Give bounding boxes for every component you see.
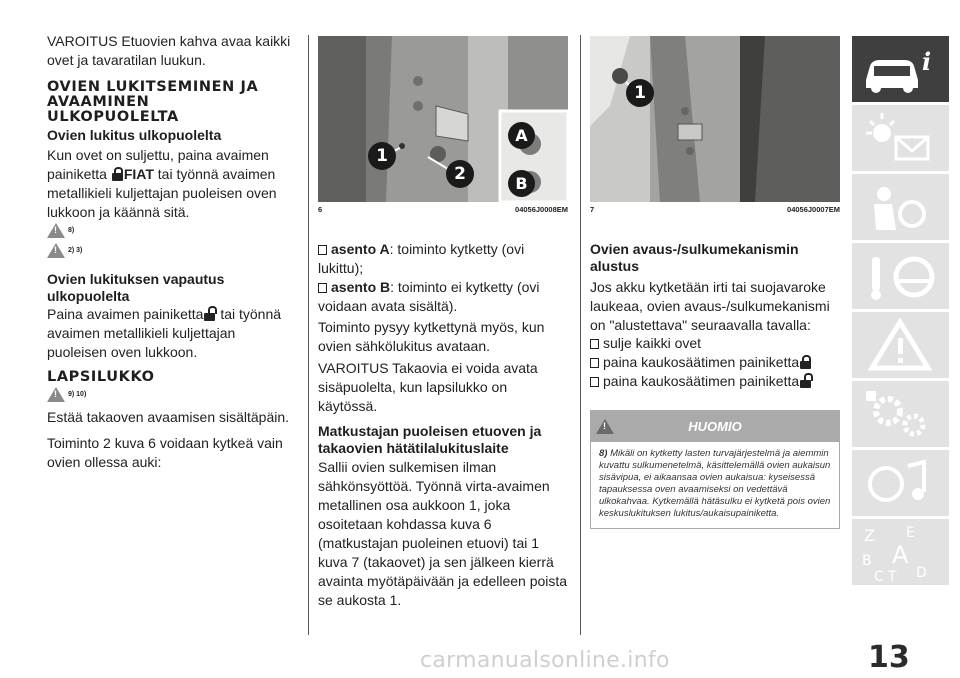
- figure-6-label-1: 1: [368, 142, 396, 170]
- paragraph-unlock-outside: [47, 305, 297, 362]
- tab-starting-driving[interactable]: [852, 243, 949, 309]
- watermark: carmanualsonline.info: [420, 648, 670, 673]
- rear-door-lock-illustration: [590, 36, 840, 202]
- section-title-line3: ULKOPUOLELTA: [47, 109, 179, 125]
- option-text: : toiminto ei kytketty (ovi voidaan avata sisältä).: [318, 279, 540, 314]
- subheading-unlock-outside: [47, 271, 224, 305]
- warning-ref-text: 2) 3): [68, 246, 83, 254]
- figure-6-photo: [318, 36, 568, 202]
- subheading-line: Ovien avaus-/sulkumekanismin: [590, 241, 799, 257]
- huomio-header: [590, 410, 840, 442]
- section-title-locking: [47, 80, 258, 125]
- step-text: paina kaukosäätimen painiketta: [603, 354, 800, 370]
- checkbox-bullet: [590, 339, 599, 349]
- warning-ref-2: [47, 242, 82, 258]
- text-part: tai työnnä avaimen metallikieli kuljettajan puoleisen oven lukkoon.: [47, 306, 282, 360]
- svg-text:D: D: [916, 565, 927, 581]
- tab-multimedia[interactable]: [852, 450, 949, 516]
- figure-7-caption: [590, 205, 840, 214]
- warning-triangle-icon: [47, 387, 65, 402]
- text-part: tai työnnä avaimen metallikieli kuljettajan puoleisen oven lukkoon ja käännä sitä.: [47, 166, 277, 220]
- huomio-box: [590, 400, 840, 529]
- section-title-child-lock: LAPSILUKKO: [47, 369, 155, 385]
- section-title-line2: AVAAMINEN: [47, 94, 150, 110]
- step-press-lock: [590, 353, 842, 372]
- step-close-doors: [590, 334, 840, 353]
- svg-text:A: A: [892, 541, 909, 569]
- subheading-line: alustus: [590, 258, 640, 274]
- huomio-text: Mikäli on kytketty lasten turvajärjestelmä ja aiemmin kuvattu sulkumenetelmä, käsittelemällä ovien aukaisun sisävipua, ei aikaansaa ovien aukaisua: kyseisessä tapauksessa oven avaamiseksi on vedettävä ulkokahvaa. Kytkemällä hätäsulku ei kytketä pois ovien keskuslukituksen lukitus/aukaisupainiketta.: [599, 448, 831, 519]
- paragraph-reset: Jos akku kytketään irti tai suojavaroke laukeaa, ovien avaus-/sulkumekanismi on "alustettava" seuraavalla tavalla:: [590, 279, 830, 333]
- option-position-a: [318, 240, 568, 278]
- svg-text:Z: Z: [864, 526, 875, 545]
- tab-warning-lights[interactable]: [852, 105, 949, 171]
- warning-ref-1: [47, 222, 74, 238]
- car-info-icon: [852, 36, 949, 102]
- figure-code: 04056J0008EM: [515, 205, 568, 214]
- warning-ref-text: 9) 10): [68, 390, 87, 398]
- tab-car-info[interactable]: [852, 36, 949, 102]
- option-key: asento A: [331, 241, 390, 257]
- checkbox-bullet: [590, 358, 599, 368]
- tab-safety[interactable]: [852, 174, 949, 240]
- lock-icon: [800, 355, 811, 369]
- paragraph-child-lock-2: Toiminto 2 kuva 6 voidaan kytkeä vain ovien ollessa auki:: [47, 435, 283, 470]
- option-text: : toiminto kytketty (ovi lukittu);: [318, 241, 525, 276]
- warning-triangle-icon: [852, 312, 949, 378]
- subheading-lock-outside: Ovien lukitus ulkopuolelta: [47, 127, 222, 143]
- chapter-sidebar: [852, 36, 949, 588]
- option-key: asento B: [331, 279, 391, 295]
- subheading-reset: [590, 241, 799, 275]
- index-letters-icon: [852, 519, 949, 585]
- tab-service[interactable]: [852, 381, 949, 447]
- column-divider: [308, 35, 309, 635]
- figure-7: [590, 36, 840, 214]
- multimedia-icon: [852, 450, 949, 516]
- figure-6-label-2: 2: [446, 160, 474, 188]
- page-number: 13: [868, 640, 910, 675]
- fiat-text: FIAT: [123, 166, 154, 182]
- svg-text:C: C: [874, 569, 884, 585]
- subheading-line: ulkopuolelta: [47, 288, 130, 304]
- warning-ref-text: 8): [68, 226, 75, 234]
- paragraph-electric-unlock: Toiminto pysyy kytkettynä myös, kun ovien sähkölukitus avataan.: [318, 319, 545, 354]
- figure-6: [318, 36, 568, 214]
- subheading-line: takaovien hätätilalukituslaite: [318, 440, 509, 456]
- subheading-line: Ovien lukituksen vapautus: [47, 271, 225, 287]
- svg-text:B: B: [862, 553, 872, 569]
- figure-6-caption: [318, 205, 568, 214]
- service-gears-icon: [852, 381, 949, 447]
- warning-triangle-icon: [47, 243, 65, 258]
- section-title-line1: OVIEN LUKITSEMINEN JA: [47, 79, 259, 95]
- figure-number: 7: [590, 205, 595, 214]
- lock-icon: [112, 167, 123, 181]
- checkbox-bullet: [590, 377, 599, 387]
- figure-6-label-a: A: [508, 122, 535, 149]
- subheading-emergency-lock: [318, 423, 541, 457]
- text-part: Kun ovet on suljettu, paina avaimen painiketta: [47, 147, 269, 182]
- figure-6-label-b: B: [508, 170, 535, 197]
- tab-index[interactable]: [852, 519, 949, 585]
- step-press-unlock: [590, 372, 842, 391]
- safety-airbag-icon: [852, 174, 949, 240]
- paragraph-emergency-lock: Sallii ovien sulkemisen ilman sähkönsyöttöä. Työnnä virta-avaimen metallinen osa aukkoon 1, joka osoitetaan kohdassa kuva 6 (matkustajan puoleinen etuovi) tai 1 kuva 7 (takaovet) ja sen jälkeen kierrä avainta myötäpäivään ja edelleen poista se aukosta 1.: [318, 459, 568, 608]
- subheading-line: Matkustajan puoleisen etuoven ja: [318, 423, 542, 439]
- figure-number: 6: [318, 205, 323, 214]
- huomio-ref: 8): [599, 448, 608, 459]
- svg-text:E: E: [906, 525, 915, 541]
- tab-emergency[interactable]: [852, 312, 949, 378]
- step-text: paina kaukosäätimen painiketta: [603, 373, 800, 389]
- warning-lights-icon: [852, 105, 949, 171]
- paragraph-rear-doors-warning: VAROITUS Takaovia ei voida avata sisäpuolelta, kun lapsilukko on käytössä.: [318, 360, 538, 414]
- paragraph-lock-outside: [47, 146, 295, 222]
- huomio-title: HUOMIO: [688, 419, 742, 434]
- option-position-b: [318, 278, 568, 316]
- key-steering-icon: [852, 243, 949, 309]
- figure-7-photo: [590, 36, 840, 202]
- svg-text:i: i: [922, 47, 932, 76]
- warning-ref-3: [47, 386, 86, 402]
- text-part: Paina avaimen painiketta: [47, 306, 204, 322]
- svg-text:T: T: [888, 569, 897, 585]
- unlock-icon: [204, 307, 215, 321]
- intro-warning: VAROITUS Etuovien kahva avaa kaikki ovet ja tavaratilan luukun.: [47, 33, 291, 68]
- warning-triangle-icon: [47, 223, 65, 238]
- figure-7-label-1: 1: [626, 79, 654, 107]
- checkbox-bullet: [318, 283, 327, 293]
- step-text: sulje kaikki ovet: [603, 335, 702, 351]
- unlock-icon: [800, 374, 811, 388]
- huomio-body: [590, 442, 840, 529]
- figure-code: 04056J0007EM: [787, 205, 840, 214]
- checkbox-bullet: [318, 245, 327, 255]
- column-divider: [580, 35, 581, 635]
- paragraph-child-lock: Estää takaoven avaamisen sisältäpäin.: [47, 409, 290, 425]
